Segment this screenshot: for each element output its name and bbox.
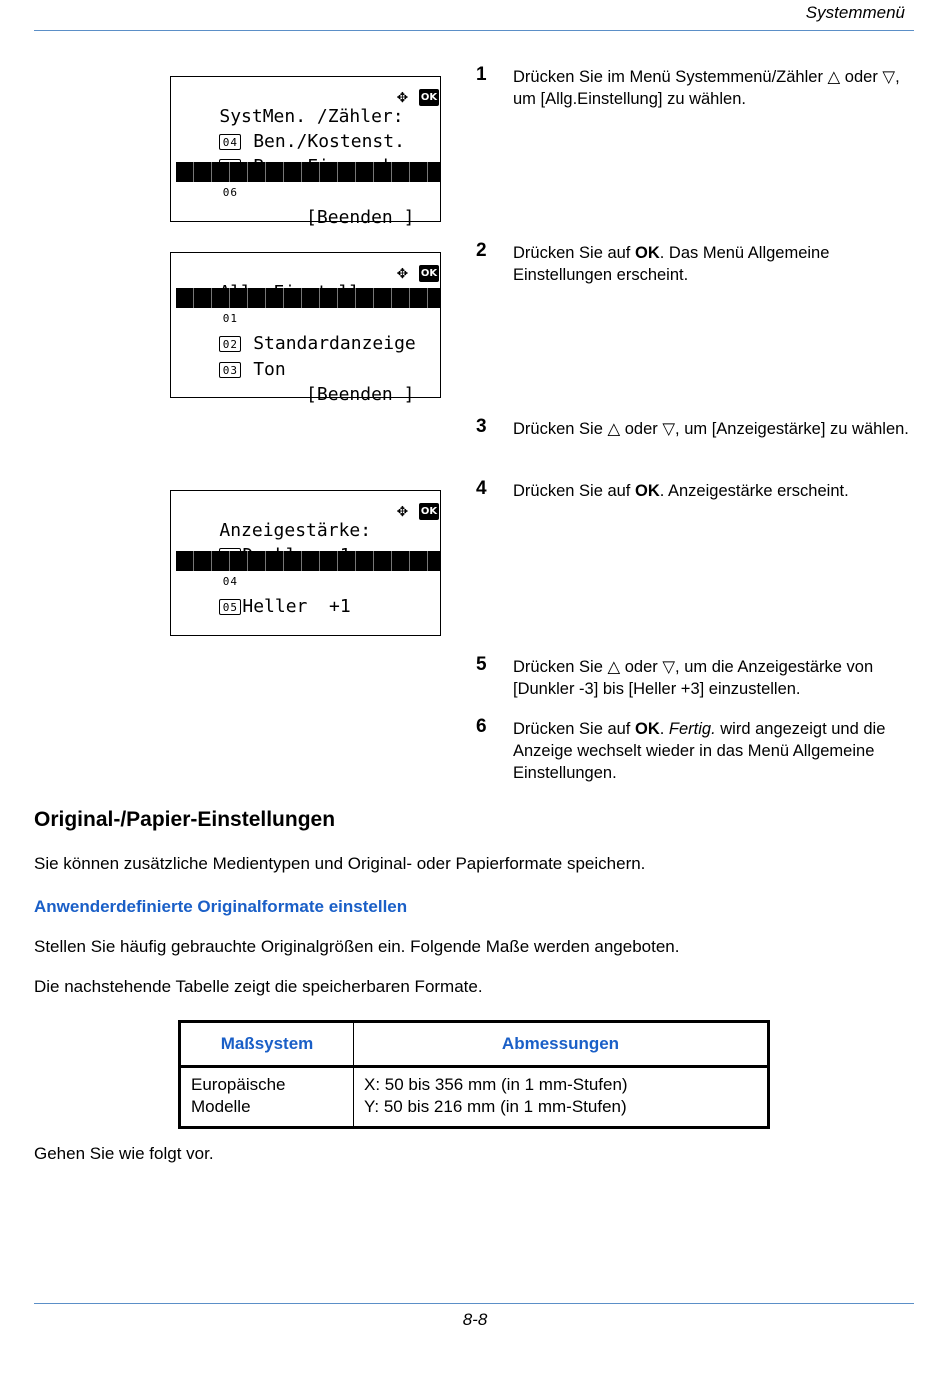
- navigation-cross-icon: ✥: [397, 262, 408, 283]
- lcd-menu-item-selected: [176, 551, 440, 591]
- item-number-icon: 01: [219, 310, 241, 326]
- step-text: [513, 480, 913, 502]
- formats-table: [178, 1020, 770, 1129]
- table-cell-dimensions: [354, 1067, 769, 1128]
- lcd-menu-item-selected: [176, 162, 440, 202]
- step-instruction: Drücken Sie △ oder ▽, um die Anzeigestärke von [Dunkler -3] bis [Heller +3] einzustellen.: [513, 658, 874, 698]
- step-text: [513, 242, 913, 286]
- item-number-icon: 04: [219, 134, 241, 150]
- cell-line: Modelle: [191, 1097, 251, 1116]
- column-header-dimensions: Abmessungen: [354, 1022, 769, 1067]
- table-header-row: [180, 1022, 769, 1067]
- step-instruction: Drücken Sie auf: [513, 720, 635, 738]
- paragraph: Stellen Sie häufig gebrauchte Originalgrößen ein. Folgende Maße werden angeboten.: [34, 937, 680, 956]
- section-heading: Original-/Papier-Einstellungen: [34, 808, 336, 831]
- header-rule: [34, 30, 914, 31]
- cell-line: Y: 50 bis 216 mm (in 1 mm-Stufen): [364, 1097, 627, 1116]
- paragraph: Die nachstehende Tabelle zeigt die speicherbaren Formate.: [34, 977, 483, 996]
- table-row: [180, 1067, 769, 1128]
- lcd-exit-label: [Beenden ]: [219, 207, 415, 228]
- lcd-menu-item: [176, 112, 440, 152]
- step-number: 3: [476, 416, 487, 437]
- lcd-menu-item: [176, 577, 440, 617]
- footer-rule: [34, 1303, 914, 1304]
- step-instruction: Drücken Sie auf: [513, 482, 635, 500]
- step-instruction: . Das Menü Allgemeine Einstellungen erscheint.: [513, 244, 830, 284]
- column-header-measurement-system: Maßsystem: [180, 1022, 354, 1067]
- step-number: 5: [476, 654, 487, 675]
- lcd-panel-systemmenu: [170, 76, 441, 228]
- lcd-item-label: Allg.Einstellung: [253, 181, 427, 202]
- page-number: 8-8: [462, 1310, 488, 1329]
- lcd-title-row: [176, 500, 440, 541]
- lcd-menu-item: [176, 137, 440, 157]
- lcd-title: SystMen. /Zähler:: [219, 106, 404, 127]
- item-number-icon: 06: [219, 184, 241, 200]
- ok-key-label: OK: [634, 244, 660, 262]
- ok-key-label: OK: [634, 720, 660, 738]
- step-instruction: Drücken Sie auf: [513, 244, 635, 262]
- lcd-exit-row: [176, 188, 440, 228]
- lcd-item-label: Ton: [253, 359, 286, 380]
- lcd-item-label: Standardanzeige: [253, 333, 416, 354]
- closing-paragraph: Gehen Sie wie folgt vor.: [34, 1144, 214, 1163]
- lcd-title: Anzeigestärke:: [219, 520, 372, 541]
- ok-key-icon: OK: [419, 265, 439, 282]
- lcd-item-label: Sprache: [253, 307, 330, 328]
- lcd-item-label: Heller +1: [242, 596, 351, 617]
- lcd-exit-label: [Beenden ]: [219, 384, 415, 405]
- item-number-icon: 03: [219, 362, 241, 378]
- step-text: [513, 418, 913, 440]
- lcd-menu-item: [176, 526, 440, 546]
- item-number-icon: 02: [219, 336, 241, 352]
- fertig-message: Fertig.: [668, 720, 716, 738]
- step-number: 4: [476, 478, 487, 499]
- ok-key-icon: OK: [419, 503, 439, 520]
- lcd-item-label: *Normal 0: [242, 570, 362, 591]
- step-instruction: Drücken Sie △ oder ▽, um [Anzeigestärke] zu wählen.: [513, 420, 909, 438]
- step-number: 1: [476, 64, 487, 85]
- step-instruction: wird angezeigt und die Anzeige wechselt wieder in das Menü Allgemeine Einstellungen.: [513, 720, 886, 782]
- step-text: [513, 66, 913, 110]
- lcd-title-row: [176, 86, 440, 127]
- step-number: 6: [476, 716, 487, 737]
- subsection-heading: Anwenderdefinierte Originalformate einstellen: [34, 897, 408, 916]
- step-text: [513, 656, 913, 700]
- lcd-menu-item-selected: [176, 288, 440, 328]
- lcd-menu-item: [176, 340, 440, 380]
- cell-line: Europäische: [191, 1075, 286, 1094]
- section-intro: Sie können zusätzliche Medientypen und Original- oder Papierformate speichern.: [34, 854, 646, 873]
- navigation-cross-icon: ✥: [397, 500, 408, 521]
- step-number: 2: [476, 240, 487, 261]
- ok-key-label: OK: [634, 482, 660, 500]
- cell-line: X: 50 bis 356 mm (in 1 mm-Stufen): [364, 1075, 628, 1094]
- step-instruction: .: [659, 720, 669, 738]
- step-text: [513, 718, 913, 784]
- table-cell-system: [180, 1067, 354, 1128]
- lcd-title-row: [176, 263, 440, 283]
- navigation-cross-icon: ✥: [397, 86, 408, 107]
- item-number-icon: 05: [219, 599, 241, 615]
- step-instruction: . Anzeigestärke erscheint.: [659, 482, 849, 500]
- lcd-exit-row: [176, 365, 440, 405]
- running-head: Systemmenü: [805, 3, 905, 22]
- lcd-item-label: Ben./Kostenst.: [253, 131, 405, 152]
- lcd-panel-general-settings: [170, 252, 441, 405]
- lcd-panel-display-brightness: [170, 490, 441, 636]
- step-instruction: Drücken Sie im Menü Systemmenü/Zähler △ oder ▽, um [Allg.Einstellung] zu wählen.: [513, 68, 900, 108]
- item-number-icon: 04: [219, 573, 241, 589]
- lcd-menu-item: [176, 314, 440, 354]
- ok-key-icon: OK: [419, 89, 439, 106]
